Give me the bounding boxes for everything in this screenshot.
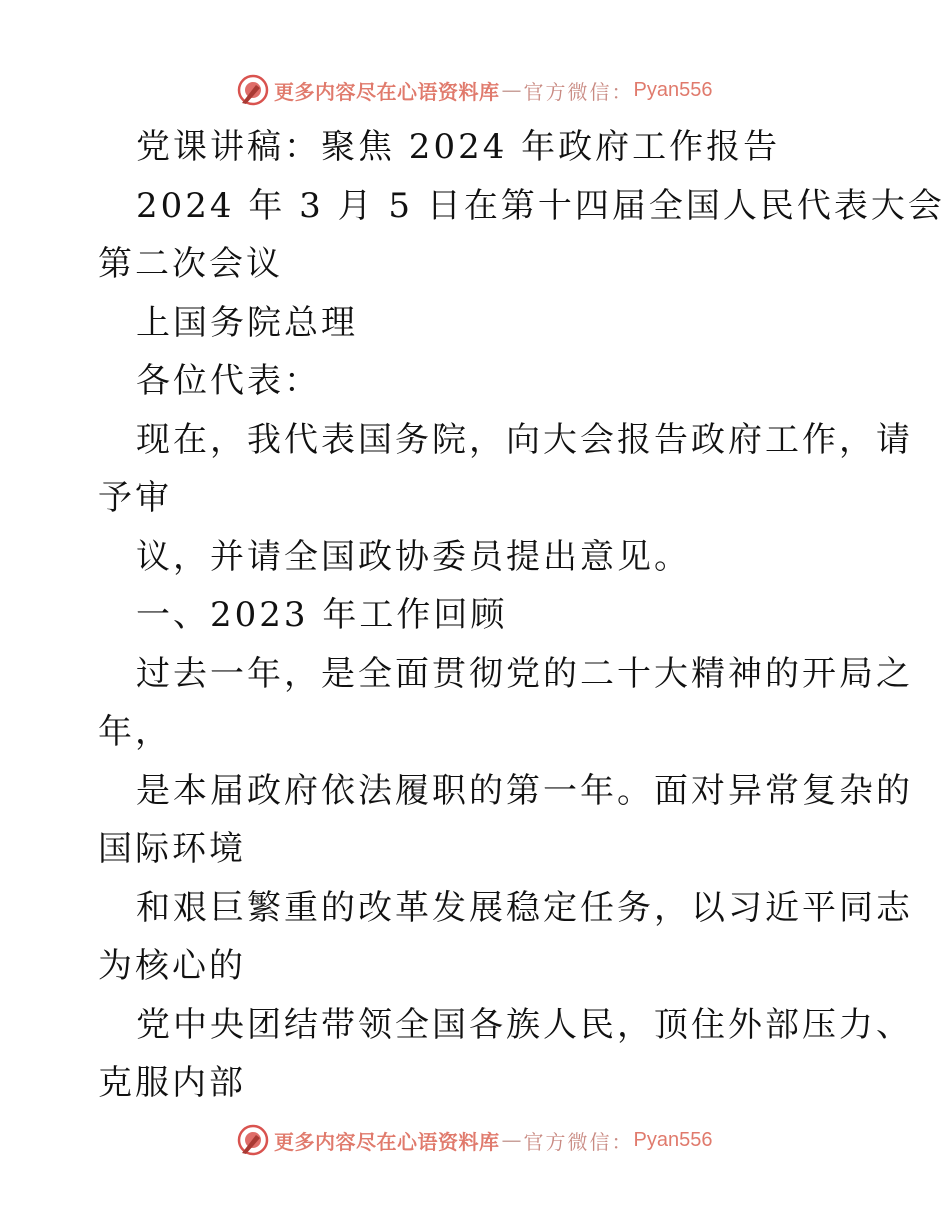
doc-line: 过去一年，是全面贯彻党的二十大精神的开局之	[136, 653, 913, 694]
doc-line: 年，	[98, 712, 172, 752]
doc-section-heading: 一、2023 年工作回顾	[136, 595, 508, 635]
watermark-dash: —	[501, 78, 522, 102]
doc-line: 国际环境	[98, 829, 246, 869]
watermark-header	[236, 72, 712, 108]
watermark-dash: —	[501, 1128, 522, 1152]
watermark-sub: 官方微信：	[523, 1129, 634, 1154]
doc-title: 党课讲稿：聚焦 2024 年政府工作报告	[136, 127, 781, 167]
doc-line: 各位代表：	[136, 361, 321, 401]
watermark-text: 更多内容尽在心语资料库	[274, 79, 500, 104]
watermark-sub: 官方微信：	[523, 79, 634, 104]
doc-line: 党中央团结带领全国各族人民，顶住外部压力、	[136, 1004, 913, 1045]
doc-line: 予审	[98, 478, 172, 518]
doc-line: 和艰巨繁重的改革发展稳定任务，以习近平同志	[136, 887, 913, 928]
watermark-text: 更多内容尽在心语资料库	[274, 1129, 500, 1154]
doc-line: 第二次会议	[98, 244, 283, 284]
doc-line: 为核心的	[98, 946, 246, 986]
doc-line: 2024 年 3 月 5 日在第十四届全国人民代表大会	[136, 185, 945, 226]
doc-line: 是本届政府依法履职的第一年。面对异常复杂的	[136, 770, 913, 811]
doc-line: 议，并请全国政协委员提出意见。	[136, 536, 691, 577]
doc-line: 克服内部	[98, 1063, 246, 1103]
pen-logo-icon	[236, 73, 270, 107]
doc-line: 现在，我代表国务院，向大会报告政府工作，请	[136, 419, 913, 460]
document-body	[98, 118, 945, 1113]
doc-line: 上国务院总理	[136, 302, 358, 343]
watermark-id: Pyan556	[633, 1128, 713, 1151]
watermark-id: Pyan556	[633, 78, 713, 101]
watermark-footer	[236, 1122, 712, 1158]
pen-logo-icon	[236, 1123, 270, 1157]
